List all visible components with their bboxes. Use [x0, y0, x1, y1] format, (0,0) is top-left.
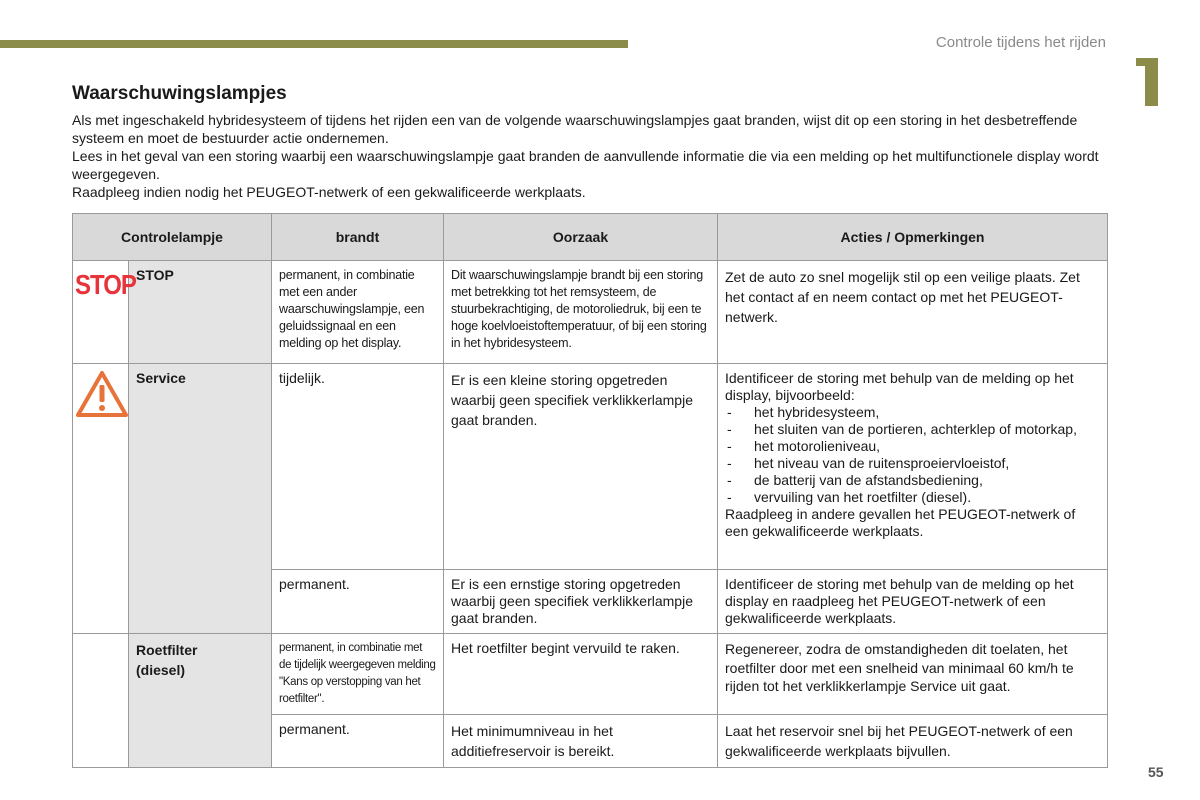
- service-temporary-action: [718, 364, 1108, 570]
- list-item: - de batterij van de afstandsbediening,: [725, 472, 1100, 489]
- column-header-cause: Oorzaak: [444, 214, 718, 261]
- intro-paragraph-1: Als met ingeschakeld hybridesysteem of tijdens het rijden een van de volgende waarschuwingslampjes gaat branden, wijst dit op een storing in het desbetreffende systeem en moet de bestuurder actie ondernemen.: [72, 112, 1078, 146]
- intro-paragraph-2: Lees in het geval van een storing waarbij een waarschuwingslampje gaat branden de aanvullende informatie die via een melding op het multifunctionele display wordt weergegeven.: [72, 148, 1099, 182]
- intro-paragraph-3: Raadpleeg indien nodig het PEUGEOT-netwerk of een gekwalificeerde werkplaats.: [72, 184, 586, 200]
- lamp-name-stop: STOP: [129, 261, 272, 364]
- stop-cause: Dit waarschuwingslampje brandt bij een storing met betrekking tot het remsysteem, de stuurbekrachtiging, de motoroliedruk, bij een te hoge koelvloeistoftemperatuur, of bij een storing in het hybridesysteem.: [444, 261, 718, 364]
- list-item: - het sluiten van de portieren, achterklep of motorkap,: [725, 421, 1100, 438]
- column-header-actions: Acties / Opmerkingen: [718, 214, 1108, 261]
- stop-burns: permanent, in combinatie met een ander waarschuwingslampje, een geluidssignaal en een melding op het display.: [272, 261, 444, 364]
- roetfilter-icon-cell: [73, 634, 129, 768]
- lamp-name-roetfilter: [129, 634, 272, 768]
- service-temporary-cause: Er is een kleine storing opgetreden waarbij geen specifiek verklikkerlampje gaat branden.: [444, 364, 718, 570]
- list-item: - vervuiling van het roetfilter (diesel).: [725, 489, 1100, 506]
- column-header-burns: brandt: [272, 214, 444, 261]
- column-header-lamp: Controlelampje: [73, 214, 272, 261]
- service-action-outro: Raadpleeg in andere gevallen het PEUGEOT-netwerk of een gekwalificeerde werkplaats.: [725, 506, 1076, 539]
- roetfilter-combined-cause: Het roetfilter begint vervuild te raken.: [444, 634, 718, 715]
- service-icon-cell: [73, 364, 129, 634]
- running-header: Controle tijdens het rijden: [935, 34, 1106, 51]
- roetfilter-permanent-cause: Het minimumniveau in het additiefreservoir is bereikt.: [444, 715, 718, 768]
- service-warning-triangle-icon: [75, 370, 129, 418]
- service-permanent-action: Identificeer de storing met behulp van de melding op het display en raadpleeg het PEUGEOT-netwerk of een gekwalificeerde werkplaats.: [718, 570, 1108, 634]
- service-action-intro: Identificeer de storing met behulp van de melding op het display, bijvoorbeeld:: [725, 370, 1074, 403]
- roetfilter-permanent-action: Laat het reservoir snel bij het PEUGEOT-netwerk of een gekwalificeerde werkplaats bijvullen.: [718, 715, 1108, 768]
- stop-action: Zet de auto zo snel mogelijk stil op een veilige plaats. Zet het contact af en neem contact op met het PEUGEOT-netwerk.: [718, 261, 1108, 364]
- service-temporary-burns: tijdelijk.: [272, 364, 444, 570]
- stop-icon-cell: [73, 261, 136, 364]
- table-row-service-temporary: [73, 364, 1108, 570]
- intro-text: [72, 111, 1112, 201]
- chapter-marker-bar: [1145, 58, 1158, 106]
- table-row-roetfilter-combined: [73, 634, 1108, 715]
- section-title: Waarschuwingslampjes: [72, 83, 287, 104]
- table-header-row: [73, 214, 1108, 261]
- roetfilter-combined-action: Regenereer, zodra de omstandigheden dit toelaten, het roetfilter door met een snelheid van minimaal 60 km/h te rijden tot het verklikkerlampje Service uit gaat.: [718, 634, 1108, 715]
- roetfilter-permanent-burns: permanent.: [272, 715, 444, 768]
- list-item: - het hybridesysteem,: [725, 404, 1100, 421]
- page-number: 55: [1148, 764, 1164, 780]
- lamp-name-service: Service: [129, 364, 272, 634]
- service-permanent-burns: permanent.: [272, 570, 444, 634]
- list-item: - het niveau van de ruitensproeiervloeistof,: [725, 455, 1100, 472]
- table-row-stop: [73, 261, 1108, 364]
- service-action-list: [725, 404, 1100, 506]
- header-accent-bar: [0, 40, 628, 48]
- list-item: - het motorolieniveau,: [725, 438, 1100, 455]
- roetfilter-name-line-2: (diesel): [136, 662, 186, 678]
- roetfilter-name-line-1: Roetfilter: [136, 642, 198, 658]
- chapter-marker: [1134, 52, 1160, 106]
- service-permanent-cause: Er is een ernstige storing opgetreden waarbij geen specifiek verklikkerlampje gaat branden.: [444, 570, 718, 634]
- warning-lamps-table: [72, 213, 1108, 768]
- roetfilter-combined-burns: permanent, in combinatie met de tijdelijk weergegeven melding "Kans op verstopping van het roetfilter".: [272, 634, 444, 715]
- stop-warning-icon: STOP: [75, 269, 136, 302]
